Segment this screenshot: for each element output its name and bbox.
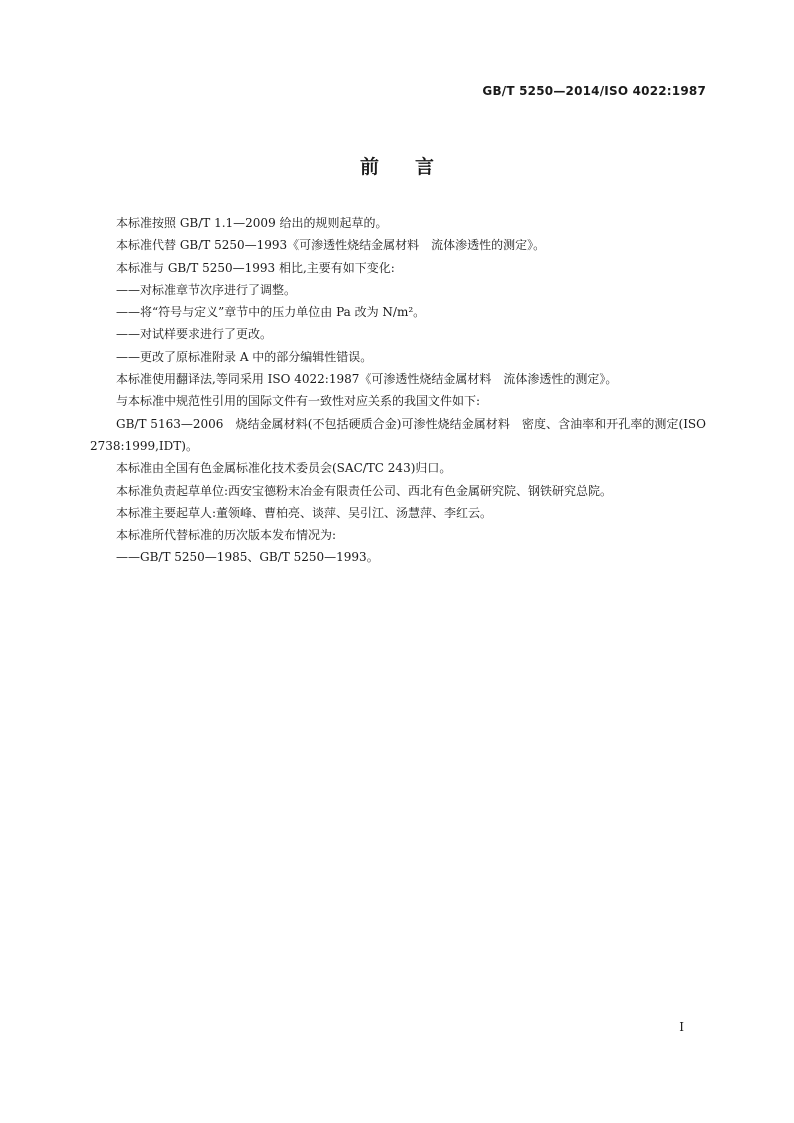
list-item: ——将“符号与定义”章节中的压力单位由 Pa 改为 N/m²。 [116, 305, 426, 320]
document-body [90, 212, 706, 569]
paragraph: 本标准使用翻译法,等同采用 ISO 4022:1987《可渗透性烧结金属材料 流体渗透性的测定》。 [116, 372, 618, 387]
paragraph: 本标准与 GB/T 5250—1993 相比,主要有如下变化: [116, 260, 395, 275]
list-item: ——对标准章节次序进行了调整。 [116, 282, 297, 297]
paragraph: 本标准负责起草单位:西安宝德粉末冶金有限责任公司、西北有色金属研究院、钢铁研究总院。 [116, 483, 613, 498]
paragraph: 本标准代替 GB/T 5250—1993《可渗透性烧结金属材料 流体渗透性的测定》。 [116, 238, 546, 253]
list-item: ——更改了原标准附录 A 中的部分编辑性错误。 [116, 349, 373, 364]
page-title: 前言 [359, 156, 470, 178]
list-item: ——对试样要求进行了更改。 [116, 327, 273, 342]
paragraph: 与本标准中规范性引用的国际文件有一致性对应关系的我国文件如下: [116, 394, 481, 409]
paragraph: 本标准由全国有色金属标准化技术委员会(SAC/TC 243)归口。 [116, 461, 452, 476]
standard-code: GB/T 5250—2014/ISO 4022:1987 [482, 84, 706, 98]
page-number: I [679, 1020, 684, 1034]
paragraph: GB/T 5163—2006 烧结金属材料(不包括硬质合金)可渗性烧结金属材料 密度、含油率和开孔率的测定(ISO 2738:1999,IDT)。 [90, 416, 706, 453]
paragraph: 本标准主要起草人:董领峰、曹柏亮、谈萍、吴引江、汤慧萍、李红云。 [116, 505, 493, 520]
paragraph: 本标准按照 GB/T 1.1—2009 给出的规则起草的。 [116, 216, 388, 230]
list-item: ——GB/T 5250—1985、GB/T 5250—1993。 [116, 550, 379, 565]
paragraph: 本标准所代替标准的历次版本发布情况为: [116, 528, 337, 543]
